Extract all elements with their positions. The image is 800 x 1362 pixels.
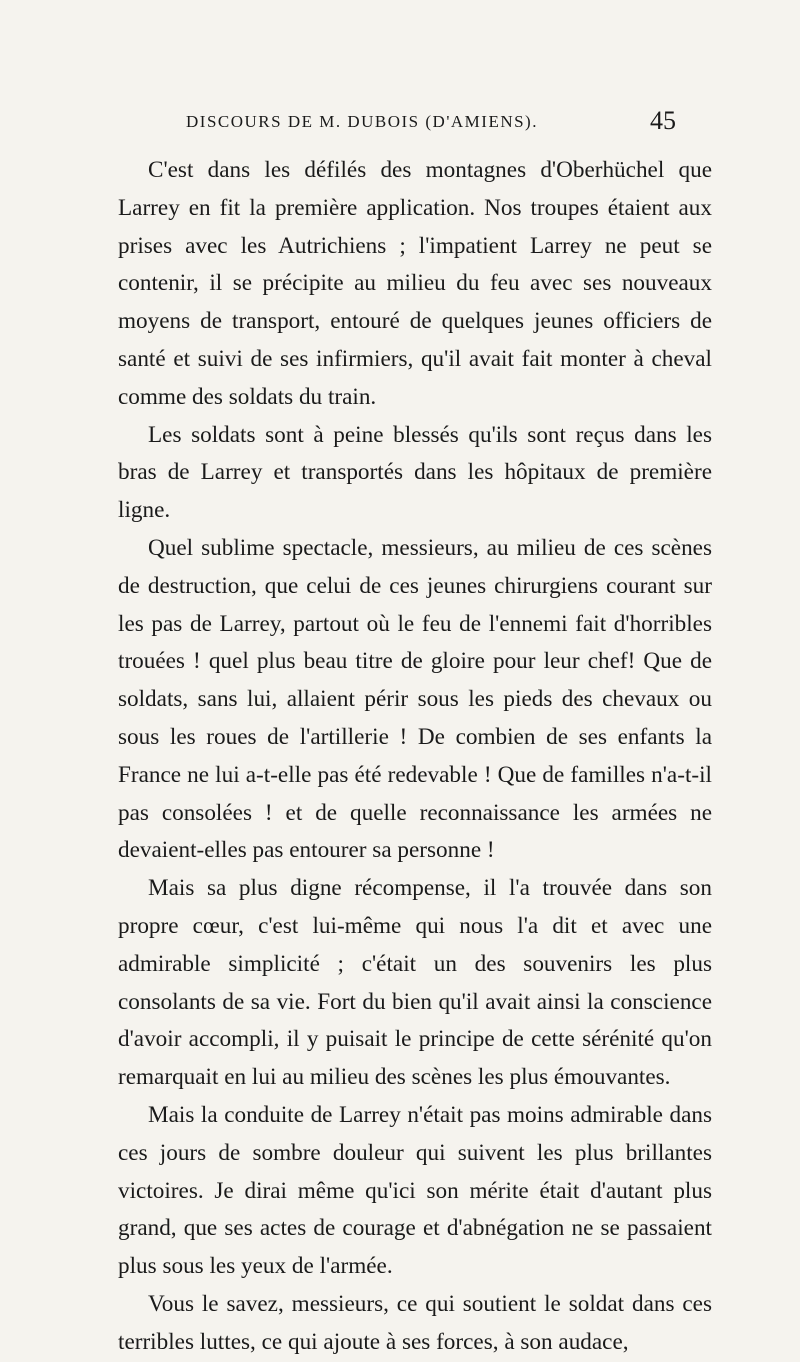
paragraph: Quel sublime spectacle, messieurs, au milieu de ces scènes de destruction, que celui de ces jeunes chirurgiens courant sur les pas de Larrey, partout où le feu de l'ennemi fait d'horribles trouées ! quel plus beau titre de gloire pour leur chef! Que de soldats, sans lui, allaient périr sous les pieds des chevaux ou sous les roues de l'artillerie ! De combien de ses enfants la France ne lui a-t-elle pas été redevable ! Que de familles n'a-t-il pas consolées ! et de quelle reconnaissance les armées ne devaient-elles pas entourer sa personne ! — [118, 534, 712, 864]
body-text — [118, 152, 712, 1362]
running-head: DISCOURS DE M. DUBOIS (D'AMIENS). — [186, 112, 538, 131]
paragraph: Vous le savez, messieurs, ce qui soutient le soldat dans ces terribles luttes, ce qui ajoute à ses forces, à son audace, — [118, 1290, 712, 1355]
page-number: 45 — [650, 106, 676, 135]
paragraph: Les soldats sont à peine blessés qu'ils sont reçus dans les bras de Larrey et transportés dans les hôpitaux de première ligne. — [118, 421, 712, 524]
paragraph: C'est dans les défilés des montagnes d'Oberhüchel que Larrey en fit la première application. Nos troupes étaient aux prises avec les Autrichiens ; l'impatient Larrey ne peut se contenir, il se précipite au milieu du feu avec ses nouveaux moyens de transport, entouré de quelques jeunes officiers de santé et suivi de ses infirmiers, qu'il avait fait monter à cheval comme des soldats du train. — [118, 157, 712, 410]
paragraph: Mais sa plus digne récompense, il l'a trouvée dans son propre cœur, c'est lui-même qui nous l'a dit et avec une admirable simplicité ; c'était un des souvenirs les plus consolants de sa vie. Fort du bien qu'il avait ainsi la conscience d'avoir accompli, il y puisait le principe de cette sérénité qu'on remarquait en lui au milieu des scènes les plus émouvantes. — [118, 875, 712, 1091]
paragraph: Mais la conduite de Larrey n'était pas moins admirable dans ces jours de sombre douleur qui suivent les plus brillantes victoires. Je dirai même qu'ici son mérite était d'autant plus grand, que ses actes de courage et d'abnégation ne se passaient plus sous les yeux de l'armée. — [118, 1101, 712, 1280]
